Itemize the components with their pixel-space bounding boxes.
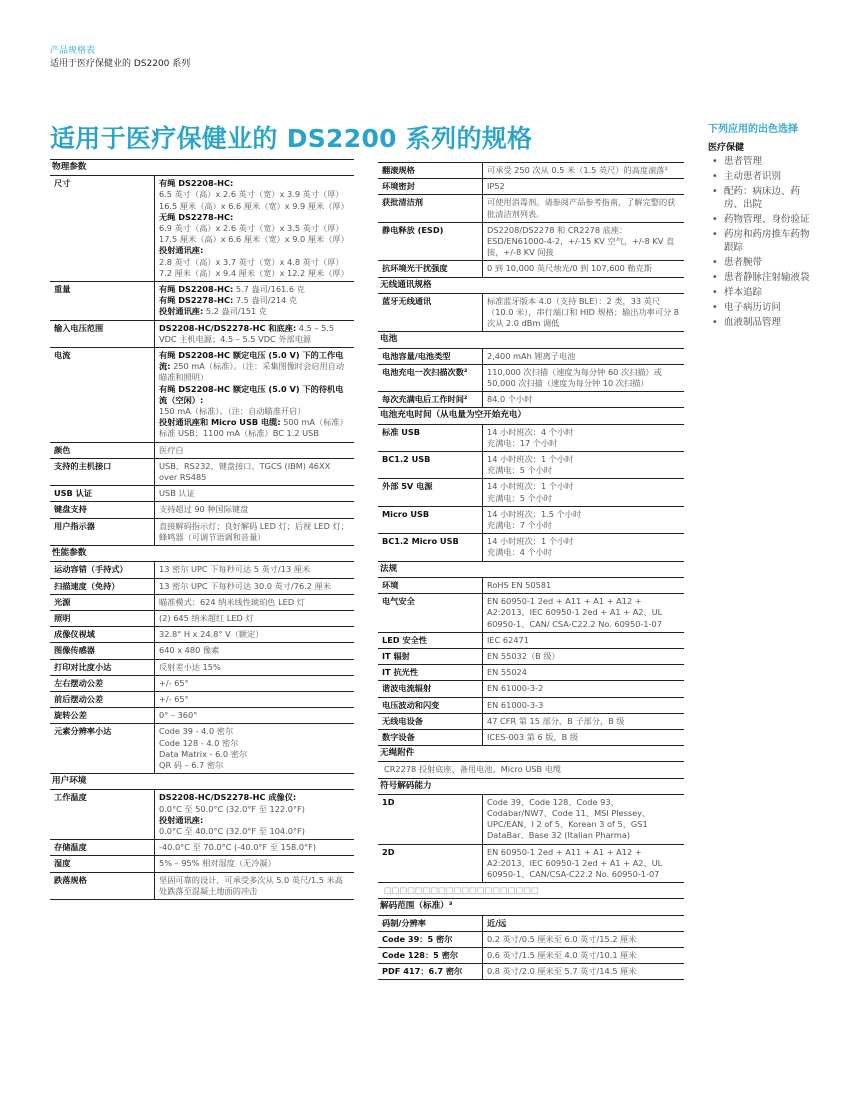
spec-key: 电池容量/电池类型 [382,350,451,361]
spec-value: RoHS EN 50581 [482,578,684,593]
spec-value: 110,000 次扫描（速度为每分钟 60 次扫描）或 50,000 次扫描（速度为每分钟 10 次扫描） [482,365,684,391]
spec-key: 光源 [54,596,71,607]
application-item: • 药物管理、身份验证 [708,213,818,226]
spec-value: 84.0 个小时 [482,392,684,407]
section-regulatory: 法规 [378,562,684,578]
spec-key: 环境密封 [382,181,415,192]
spec-row [378,195,684,222]
spec-key: 电气安全 [382,596,415,607]
regulatory-row [378,578,684,594]
regulatory-row [378,594,684,633]
application-item: • 主动患者识别 [708,170,818,183]
page-title: 适用于医疗保健业的 DS2200 系列的规格 [50,124,533,153]
spec-value: 0° – 360° [154,708,354,723]
spec-key: BC1.2 Micro USB [382,536,459,547]
spec-row-storage: 存储温度 -40.0°C 至 70.0°C (-40.0°F 至 158.0°F) [50,840,354,856]
spec-row-size [50,176,354,282]
regulatory-row [378,714,684,730]
regulatory-row [378,633,684,649]
spec-row [50,579,354,595]
spec-value: 14 小时班次：1 个小时 充满电：5 个小时 [482,479,684,505]
spec-value: 可使用消毒剂。请参阅产品参考指南，了解完整的获批清洁剂列表。 [482,195,684,221]
sidebar-subheading: 医疗保健 [708,143,745,153]
application-item: • 患者静脉注射输液袋 [708,271,818,284]
header-subtitle: 适用于医疗保健业的 DS2200 系列 [50,59,191,69]
range-row [378,948,684,964]
application-item: • 患者腕带 [708,256,818,269]
spec-key: 前后摆动公差 [54,693,104,704]
spec-row-resolution: 元素分辨率小达 Code 39 - 4.0 密尔 Code 128 - 4.0 密尔 Data Matrix - 6.0 密尔 QR 码 – 6.7 密尔 [50,724,354,774]
spec-row-2d: 2D EN 60950-1 2ed + A11 + A1 + A12 + A2:2013、IEC 60950-1 2ed + A1 + A2、UL 60950-1、CAN/CSA-C22.2 No. 60950-1-07 [378,845,684,884]
spec-value: DS2208/DS2278 和 CR2278 底座：ESD/EN61000-4-2，+/-15 KV 空气，+/-8 KV 直接，+/-8 KV 间接 [482,223,684,261]
spec-key: 电池充电一次扫描次数² [382,366,468,377]
spec-value: 0 到 10,000 英尺烛光/0 到 107,600 勒克斯 [482,261,684,276]
spec-row-op-temp: 工作温度 DS2208-HC/DS2278-HC 成像仪: 0.0°C 至 50.0°C (32.0°F 至 122.0°F) 投射通讯座: 0.0°C 至 40.0°C (32.0°F 至 104.0°F) [50,790,354,840]
spec-row [50,595,354,611]
spec-key: 图像传感器 [54,645,95,656]
spec-row-current: 电流 有绳 DS2208-HC 额定电压 (5.0 V) 下的工作电流: 250 mA（标准）。（注：采集图像时会启用自动瞄准和照明） 有绳 DS2208-HC 额定电压 (5.0 V) 下的待机电流（空闲）: 150 mA（标准）。（注：自动瞄准开启） 投射通讯座和 Micro USB 电缆: 500 mA（标准）标准 USB；1100 mA（标准）BC 1.2 USB [50,348,354,443]
spec-row-weight: 重量 有绳 DS2208-HC: 5.7 盎司/161.6 克 有绳 DS2278-HC: 7.5 盎司/214 克 投射通讯座: 5.2 盎司/151 克 [50,282,354,321]
spec-key: 谐波电流辐射 [382,683,432,694]
spec-value: EN 60950-1 2ed + A11 + A1 + A12 + A2:2013、IEC 60950-1 2ed + A1 + A2、UL 60950-1、CAN/ CSA-C22.2 No. 60950-1-07 [482,594,684,632]
applications-sidebar [708,123,818,331]
spec-value: 可承受 250 次从 0.5 米（1.5 英尺）的高度滚落¹ [482,163,684,178]
spec-value: 反射差小达 15% [154,660,354,675]
spec-row [50,643,354,659]
spec-value: IEC 62471 [482,633,684,648]
regulatory-row [378,649,684,665]
application-item: • 患者管理 [708,155,818,168]
spec-value: EN 61000-3-3 [482,698,684,713]
spec-value: 14 小时班次：1 个小时 充满电：5 个小时 [482,452,684,478]
spec-key: 环境 [382,579,399,590]
application-item: • 药房和药房推车药物跟踪 [708,228,818,254]
spec-key: 运动容错（手持式） [54,564,128,575]
spec-key: 照明 [54,612,71,623]
range-row [378,964,684,980]
spec-key: 打印对比度小达 [54,661,112,672]
spec-row [50,562,354,578]
spec-value: 14 小时班次：1 个小时 充满电：4 个小时 [482,534,684,560]
accessories-text: CR2278 投射底座、备用电池、Micro USB 电缆 [378,762,684,778]
spec-key: 获批清洁剂 [382,197,423,208]
section-performance: 性能参数 [50,546,354,562]
header-category: 产品规格表 [50,46,96,56]
spec-value: 有绳 DS2208-HC: 6.5 英寸（高）x 2.6 英寸（宽）x 3.9 英寸（厚） 16.5 厘米（高）x 6.6 厘米（宽）x 9.9 厘米（厚） 无绳 DS2278-HC: 6.9 英寸（高）x 2.6 英寸（宽）x 3.5 英寸（厚） 17.5 厘米（高）x 6.6 厘米（宽）x 9.0 厘米（厚） 投射通讯座: 2.8 英寸（高）x 3.7 英寸（宽）x 4.8 英寸（厚） 7.2 厘米（高）x 9.4 厘米（宽）x 12.2 厘米（厚） [154,176,354,281]
spec-key: 外部 5V 电源 [382,481,433,492]
range-header-row: 码制/分辨率 近/远 [378,916,684,932]
spec-value: 32.8° H x 24.8° V（额定） [154,627,354,642]
section-charge: 电池充电时间（从电量为空开始充电） [378,408,684,424]
sidebar-heading: 下列应用的出色选择 [708,124,798,135]
spec-key: 每次充满电后工作时间² [382,394,468,405]
spec-row-color: 颜色 医疗白 [50,443,354,459]
spec-key: 扫描速度（免持） [54,580,120,591]
charge-row [378,479,684,506]
spec-row-bluetooth: 蓝牙无线通讯 标准蓝牙版本 4.0（支持 BLE）：2 类，33 英尺（10.0 米），串行端口和 HID 规格；输出功率可分 8 次从 2.0 dBm 调低 [378,294,684,333]
spec-row-voltage: 输入电压范围 DS2208-HC/DS2278-HC 和底座: 4.5 – 5.5 VDC 主机电源；4.5 – 5.5 VDC 外部电源 [50,321,354,348]
spec-value: +/- 65° [154,692,354,707]
spec-key: BC1.2 USB [382,454,431,465]
section-physical: 物理参数 [50,160,354,176]
spec-key: 抗环境光干扰强度 [382,263,448,274]
symbology-note: □□□□□□□□□□□□□□□□□□□□ [378,883,684,899]
charge-row [378,452,684,479]
page-header [50,45,190,71]
spec-value: 14 小时班次：4 个小时 充满电：17 个小时 [482,425,684,451]
spec-key: 翻滚规格 [382,165,415,175]
spec-value: 瞄准模式：624 纳米线性琥珀色 LED 灯 [154,595,354,610]
spec-key: IT 辐射 [382,650,410,661]
spec-key: 成像仪视域 [54,629,95,640]
spec-row [378,349,684,365]
spec-value: 0.6 英寸/1.5 厘米至 4.0 英寸/10.1 厘米 [482,948,684,963]
spec-value: 13 密尔 UPC 下每秒可达 5 英寸/13 厘米 [154,562,354,577]
spec-row [378,365,684,392]
spec-key: Micro USB [382,508,430,519]
application-item: • 电子病历访问 [708,301,818,314]
regulatory-row [378,665,684,681]
spec-row [50,692,354,708]
spec-value: IP52 [482,179,684,194]
spec-row [378,223,684,262]
spec-row [378,392,684,408]
range-row [378,932,684,948]
spec-value: EN 55024 [482,665,684,680]
charge-row [378,507,684,534]
application-item: • 血液制品管理 [708,316,818,329]
spec-row [378,179,684,195]
middle-spec-column [378,162,684,980]
spec-row [50,627,354,643]
section-symbology: 符号解码能力 [378,779,684,795]
spec-row [50,660,354,676]
application-item: • 样本追踪 [708,286,818,299]
spec-value: EN 55032（B 级） [482,649,684,664]
spec-key: 静电释放 (ESD) [382,224,444,235]
regulatory-row [378,681,684,697]
regulatory-row [378,730,684,746]
spec-key: 标准 USB [382,426,421,437]
application-item: • 配药：病床边、药房、出院 [708,185,818,211]
spec-value: +/- 65° [154,676,354,691]
spec-key: LED 安全性 [382,634,428,645]
spec-row-1d: 1D Code 39、Code 128、Code 93、Codabar/NW7、Code 11、MSI Plessey、UPC/EAN、I 2 of 5、Korean 3 of 5、GS1 DataBar、Base 32 (Italian Pharma) [378,795,684,845]
section-battery: 电池 [378,332,684,348]
left-spec-column [50,159,354,900]
application-list [708,155,818,329]
spec-value: 640 x 480 像素 [154,643,354,658]
spec-value: (2) 645 纳米超红 LED 灯 [154,611,354,626]
spec-value: EN 61000-3-2 [482,681,684,696]
spec-key: IT 抗光性 [382,667,419,678]
spec-row-host: 支持的主机接口 USB、RS232、键盘接口、TGCS (IBM) 46XX over RS485 [50,459,354,486]
spec-row [50,676,354,692]
section-wireless: 无线通讯规格 [378,278,684,294]
section-range: 解码范围（标准）³ [378,899,684,915]
spec-key: Code 39：5 密尔 [382,933,453,944]
charge-row [378,425,684,452]
spec-value: 14 小时班次：1.5 个小时 充满电：7 个小时 [482,507,684,533]
spec-key: 左右摆动公差 [54,677,104,688]
spec-row-drop: 跌落规格 坚固可靠的设计，可承受多次从 5.0 英尺/1.5 米高处跌落至混凝土地面的冲击 [50,873,354,900]
spec-key: Code 128：5 密尔 [382,949,459,960]
spec-row [378,261,684,277]
section-accessories: 无绳附件 [378,746,684,762]
spec-row-usb: USB 认证 USB 认证 [50,486,354,502]
spec-key: 尺寸 [54,178,71,189]
spec-value: 0.2 英寸/0.5 厘米至 6.0 英寸/15.2 厘米 [482,932,684,947]
spec-row [50,611,354,627]
spec-key: 电压波动和闪变 [382,699,440,710]
charge-row [378,534,684,561]
spec-value: 13 密尔 UPC 下每秒可达 30.0 英寸/76.2 厘米 [154,579,354,594]
spec-value: ICES-003 第 6 版，B 级 [482,730,684,745]
spec-value: 2,400 mAh 锂离子电池 [482,349,684,364]
spec-row-indicator: 用户指示器 直接解码指示灯；良好解码 LED 灯；后视 LED 灯；蜂鸣器（可调节语调和音量） [50,519,354,546]
spec-key: PDF 417：6.7 密尔 [382,966,463,977]
regulatory-row [378,698,684,714]
spec-value: 0.8 英寸/2.0 厘米至 5.7 英寸/14.5 厘米 [482,964,684,979]
section-environment: 用户环境 [50,774,354,790]
spec-row-humidity: 湿度 5% – 95% 相对湿度（无冷凝） [50,856,354,872]
spec-value: 47 CFR 第 15 部分，B 子部分，B 级 [482,714,684,729]
spec-row-keyboard: 键盘支持 支持超过 90 种国际键盘 [50,502,354,518]
spec-row [50,708,354,724]
spec-key: 无线电设备 [382,715,423,726]
spec-key: 旋转公差 [54,710,87,721]
spec-row [378,163,684,179]
spec-key: 数字设备 [382,731,415,742]
